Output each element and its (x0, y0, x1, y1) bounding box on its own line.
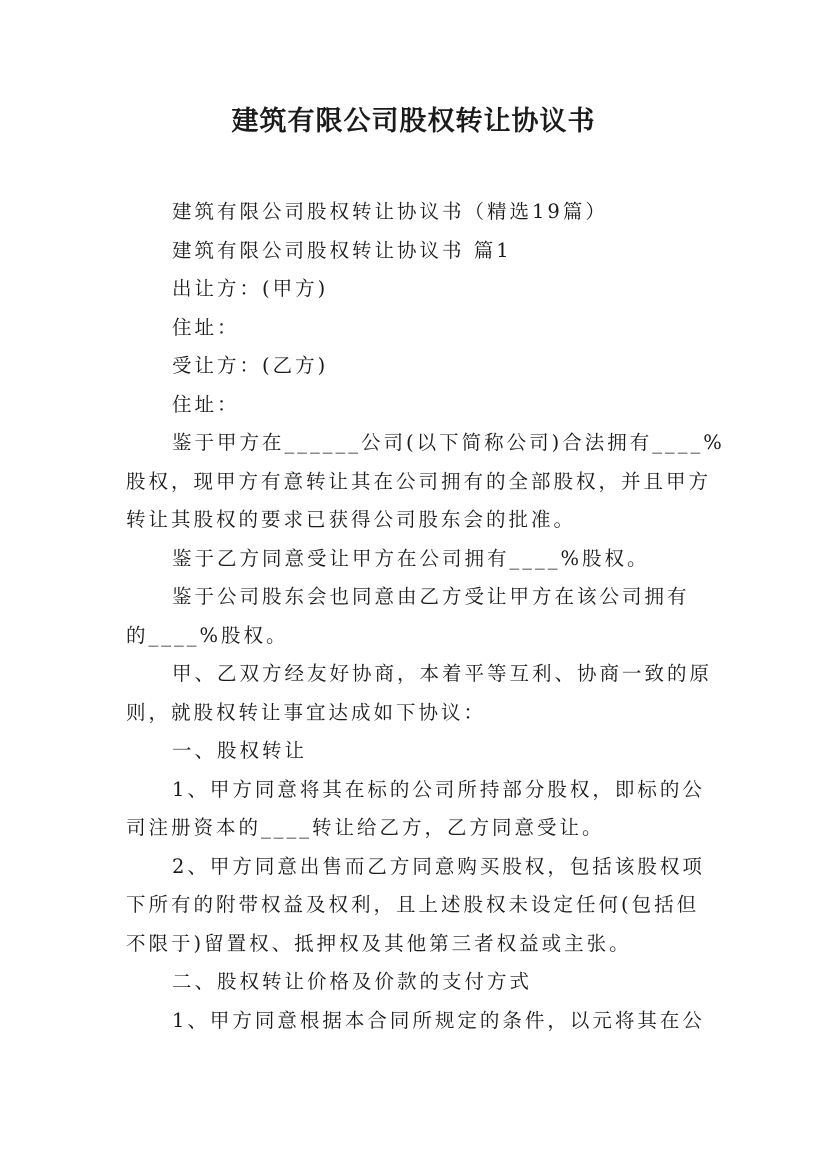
doc-line: 1、甲方同意根据本合同所规定的条件，以元将其在公 (172, 1008, 705, 1032)
doc-line: 甲、乙双方经友好协商，本着平等互利、协商一致的原 (172, 662, 713, 685)
doc-line: 二、股权转让价格及价款的支付方式 (172, 970, 533, 993)
doc-line: 司注册资本的____转让给乙方，乙方同意受让。 (126, 816, 605, 839)
doc-line: 鉴于公司股东会也同意由乙方受让甲方在该公司拥有 (172, 585, 690, 608)
doc-line: 转让其股权的要求已获得公司股东会的批准。 (126, 508, 577, 531)
doc-line: 一、股权转让 (172, 739, 308, 762)
doc-line: 出让方：(甲方) (172, 277, 329, 300)
doc-line: 下所有的附带权益及权利，且上述股权未设定任何(包括但 (126, 893, 700, 916)
doc-line: 住址： (172, 392, 240, 416)
doc-line: 住址： (172, 315, 240, 339)
doc-line: 股权，现甲方有意转让其在公司拥有的全部股权，并且甲方 (126, 469, 712, 493)
doc-line: 2、甲方同意出售而乙方同意购买股权，包括该股权项 (172, 854, 705, 878)
document-title: 建筑有限公司股权转让协议书 (231, 106, 596, 137)
doc-line: 则，就股权转让事宜达成如下协议： (126, 700, 487, 724)
doc-line: 1、甲方同意将其在标的公司所持部分股权，即标的公 (172, 777, 705, 801)
doc-line: 鉴于乙方同意受让甲方在公司拥有____%股权。 (172, 546, 650, 570)
doc-line: 建筑有限公司股权转让协议书（精选19篇） (172, 200, 608, 223)
doc-line: 的____%股权。 (126, 623, 289, 647)
doc-line: 受让方：(乙方) (172, 354, 329, 377)
document-body (126, 193, 725, 1040)
doc-line: 鉴于甲方在______公司(以下简称公司)合法拥有____% (172, 431, 725, 454)
doc-line: 不限于)留置权、抵押权及其他第三者权益或主张。 (126, 931, 632, 955)
doc-line: 建筑有限公司股权转让协议书 篇1 (172, 238, 512, 262)
